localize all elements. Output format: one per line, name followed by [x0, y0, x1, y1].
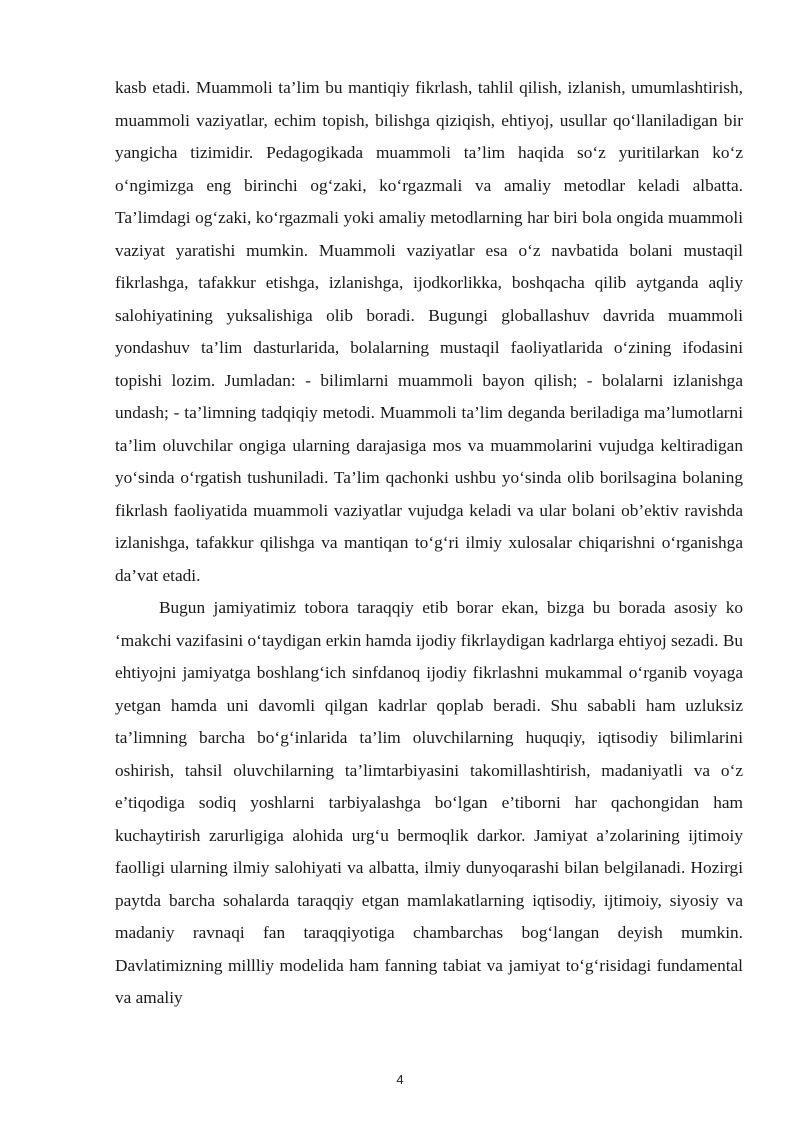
body-text: [115, 72, 743, 1015]
paragraph-continuation: kasb etadi. Muammoli ta’lim bu mantiqiy fikrlash, tahlil qilish, izlanish, umumlashtirish, muammoli vaziyatlar, echim topish, bilishga qiziqish, ehtiyoj, usullar qo‘llaniladigan bir yangicha tizimidir. Pedagogikada muammoli ta’lim haqida so‘z yuritilarkan ko‘z o‘ngimizga eng birinchi og‘zaki, ko‘rgazmali va amaliy metodlar keladi albatta. Ta’limdagi og‘zaki, ko‘rgazmali yoki amaliy metodlarning har biri bola ongida muammoli vaziyat yaratishi mumkin. Muammoli vaziyatlar esa o‘z navbatida bolani mustaqil fikrlashga, tafakkur etishga, izlanishga, ijodkorlikka, boshqacha qilib aytganda aqliy salohiyatining yuksalishiga olib boradi. Bugungi globallashuv davrida muammoli yondashuv ta’lim dasturlarida, bolalarning mustaqil faoliyatlarida o‘zining ifodasini topishi lozim. Jumladan: - bilimlarni muammoli bayon qilish; - bolalarni izlanishga undash; - ta’limning tadqiqiy metodi. Muammoli ta’lim deganda beriladiga ma’lumotlarni ta’lim oluvchilar ongiga ularning darajasiga mos va muammolarini vujudga keltiradigan yo‘sinda o‘rgatish tushuniladi. Ta’lim qachonki ushbu yo‘sinda olib borilsagina bolaning fikrlash faoliyatida muammoli vaziyatlar vujudga keladi va ular bolani ob’ektiv ravishda izlanishga, tafakkur qilishga va mantiqan to‘g‘ri ilmiy xulosalar chiqarishni o‘rganishga da’vat etadi.: [115, 78, 743, 585]
paragraph-main: Bugun jamiyatimiz tobora taraqqiy etib borar ekan, bizga bu borada asosiy ko ‘makchi vazifasini o‘taydigan erkin hamda ijodiy fikrlaydigan kadrlarga ehtiyoj sezadi. Bu ehtiyojni jamiyatga boshlang‘ich sinfdanoq ijodiy fikrlashni mukammal o‘rganib voyaga yetgan hamda unі davomli qilgan kadrlar qoplab beradi. Shu sababli ham uzluksiz ta’limning barcha bo‘g‘inlarida ta’lim oluvchilarning huquqiy, iqtisodiy bilimlarini oshirish, tahsil oluvchilarning ta’limtarbiyasini takomillashtirish, madaniyatli va o‘z e’tiqodiga sodiq yoshlarni tarbiyalashga bo‘lgan e’tiborni har qachongidan ham kuchaytirish zarurligiga alohida urg‘u bermoqlik darkor. Jamiyat a’zolarining ijtimoiy faolligi ularning ilmiy salohiyati va albatta, ilmiy dunyoqarashi bilan belgilanadi. Hozirgi paytda barcha sohalarda taraqqiy etgan mamlakatlarning iqtisodiy, ijtimoiy, siyosiy va madaniy ravnaqi fan taraqqiyotiga chambarchas bog‘langan deyish mumkin. Davlatimizning millliy modelida ham fanning tabiat va jamiyat to‘g‘risidagi fundamental va amaliy: [115, 598, 743, 1007]
page-number: 4: [396, 1072, 404, 1087]
